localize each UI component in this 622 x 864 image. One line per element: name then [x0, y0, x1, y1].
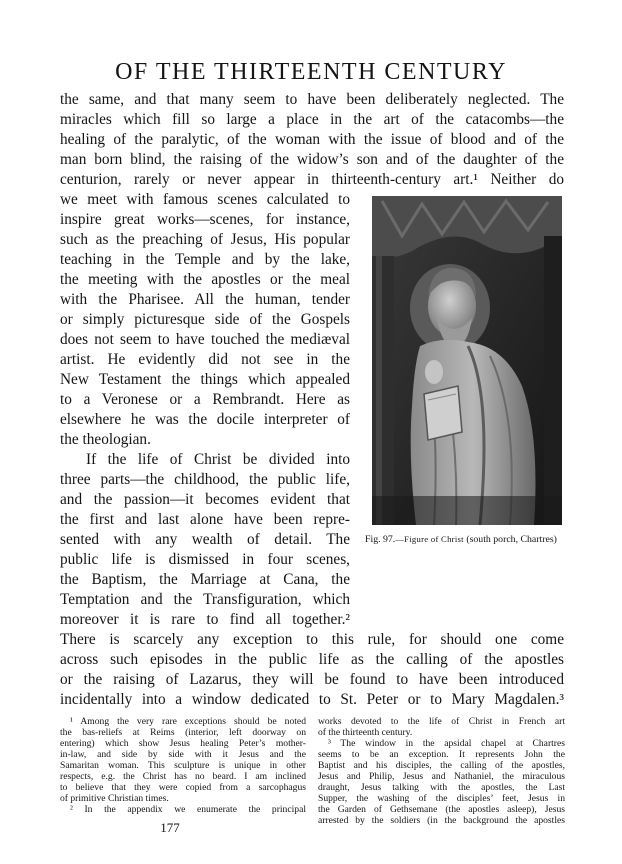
- body-line: the meeting with the apostles or the meal: [60, 271, 350, 288]
- body-line: centurion, rarely or never appear in thirteenth-century art.¹ Neither do: [60, 171, 564, 188]
- body-line: Temptation and the Transfiguration, which: [60, 591, 350, 608]
- footnote-line: ² In the appendix we enumerate the principal: [70, 804, 306, 815]
- figure-location: (south porch, Chartres): [466, 534, 557, 545]
- body-line: elsewhere he was the docile interpreter of: [60, 411, 350, 428]
- body-line: New Testament the things which appealed: [60, 371, 350, 388]
- footnote-line: to believe that they were copied from a sarcophagus: [60, 782, 306, 793]
- footnote-line: ¹ Among the very rare exceptions should be noted: [70, 716, 306, 727]
- footnote-line: of the thirteenth century.: [318, 727, 413, 738]
- body-line: incidentally into a window dedicated to St. Peter or to Mary Magdalen.³: [60, 691, 564, 708]
- footnote-line: Jesus and Philip, Jesus and Nathaniel, the miraculous: [318, 771, 565, 782]
- body-line: artist. He evidently did not see in the: [60, 351, 350, 368]
- body-line: or the raising of Lazarus, they will be found to have been introduced: [60, 671, 564, 688]
- body-line: the theologian.: [60, 431, 151, 448]
- body-line: inspire great works—scenes, for instance,: [60, 211, 350, 228]
- footnote-line: Samaritan woman. This sculpture is unique in other: [60, 760, 306, 771]
- footnote-line: respects, e.g. the Christ has no beard. I am inclined: [60, 771, 306, 782]
- body-line: across such episodes in the public life as the calling of the apostles: [60, 651, 564, 668]
- figure-title: —Figure of Christ: [395, 534, 464, 544]
- page-number: 177: [160, 820, 180, 835]
- body-line: teaching in the Temple and by the lake,: [60, 251, 350, 268]
- footnote-line: works devoted to the life of Christ in French art: [318, 716, 565, 727]
- body-line: If the life of Christ be divided into: [86, 451, 350, 468]
- body-line: does not seem to have touched the mediæval: [60, 331, 350, 348]
- statue-illustration: [372, 196, 562, 525]
- body-line: to a Veronese or a Rembrandt. Here as: [60, 391, 350, 408]
- footnote-line: the Garden of Gethsemane (the apostles asleep), Jesus: [318, 804, 565, 815]
- body-line: or simply picturesque side of the Gospels: [60, 311, 350, 328]
- figure-number: Fig. 97.: [365, 534, 396, 545]
- footnote-line: seems to be an exception. It represents John the: [318, 749, 565, 760]
- body-line: the first and last alone have been repre-: [60, 511, 350, 528]
- footnote-line: ³ The window in the apsidal chapel at Chartres: [328, 738, 565, 749]
- body-line: the Baptism, the Marriage at Cana, the: [60, 571, 350, 588]
- running-head: OF THE THIRTEENTH CENTURY: [115, 59, 507, 85]
- body-line: the same, and that many seem to have been deliberately neglected. The: [60, 91, 564, 108]
- footnote-line: entering) which show Jesus healing Peter’s mother-: [60, 738, 306, 749]
- footnote-line: draught, Jesus talking with the apostles, the Last: [318, 782, 565, 793]
- footnote-line: of primitive Christian times.: [60, 793, 169, 804]
- body-line: and the passion—it becomes evident that: [60, 491, 350, 508]
- body-line: man born blind, the raising of the widow’s son and of the daughter of the: [60, 151, 564, 168]
- body-line: we meet with famous scenes calculated to: [60, 191, 350, 208]
- footnote-line: the bas-reliefs at Reims (interior, left doorway on: [60, 727, 306, 738]
- body-line: healing of the paralytic, of the woman with the issue of blood and of the: [60, 131, 564, 148]
- body-line: There is scarcely any exception to this rule, for should one come: [60, 631, 564, 648]
- footnote-line: Supper, the washing of the disciples’ feet, Jesus in: [318, 793, 565, 804]
- body-line: public life is dismissed in four scenes,: [60, 551, 350, 568]
- body-line: with the Pharisee. All the human, tender: [60, 291, 350, 308]
- body-line: moreover it is rare to find all together.²: [60, 611, 350, 628]
- body-line: such as the preaching of Jesus, His popular: [60, 231, 350, 248]
- figure-caption: [357, 534, 565, 545]
- footnote-line: in-law, and side by side with it Jesus and the: [60, 749, 306, 760]
- body-line: miracles which fill so large a place in the art of the catacombs—the: [60, 111, 564, 128]
- footnote-line: arrested by the soldiers (in the background the apostles: [318, 815, 565, 826]
- christ-statue-photo: [372, 196, 562, 525]
- footnote-line: Baptist and his disciples, the calling of the apostles,: [318, 760, 565, 771]
- body-line: sented with any wealth of detail. The: [60, 531, 350, 548]
- body-line: three parts—the childhood, the public life,: [60, 471, 350, 488]
